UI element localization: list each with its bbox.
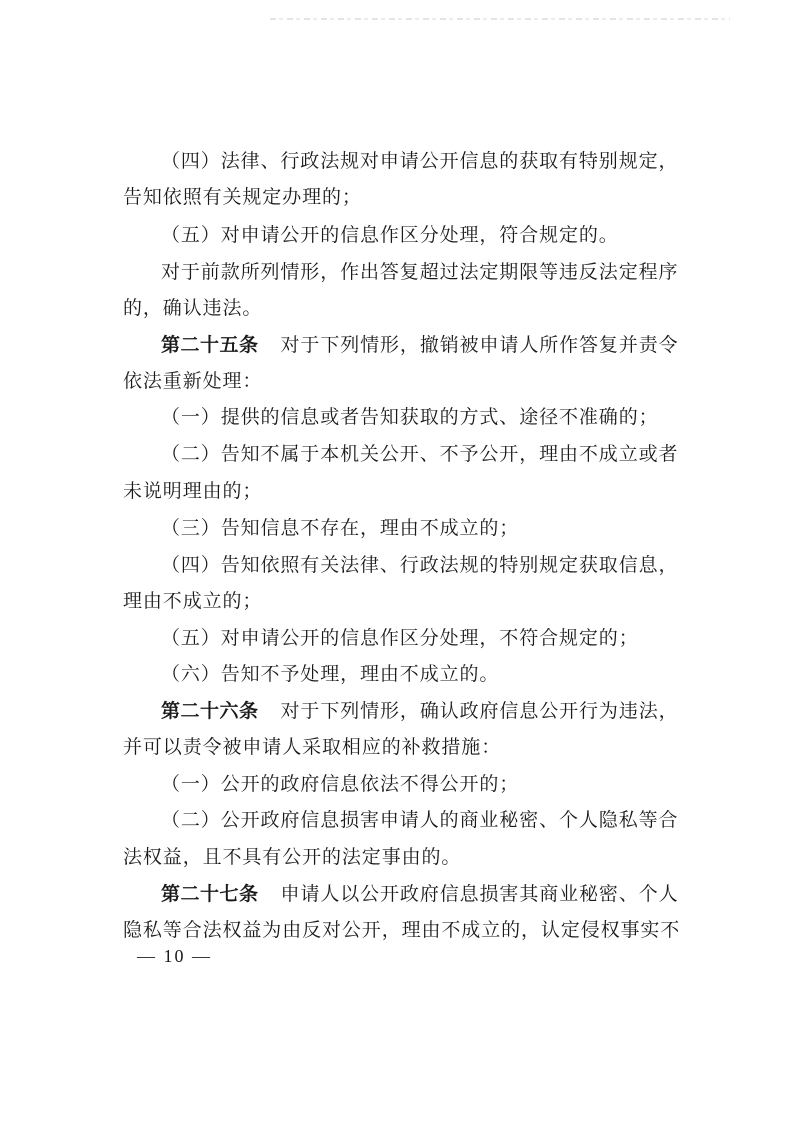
text-line: 法权益，且不具有公开的法定事由的。 xyxy=(123,846,462,868)
text-line: （二）告知不属于本机关公开、不予公开，理由不成立或者 xyxy=(161,443,679,465)
text-line: （一）提供的信息或者告知获取的方式、途径不准确的； xyxy=(161,406,659,428)
text-line: （一）公开的政府信息依法不得公开的； xyxy=(161,773,520,795)
article-text: 申请人以公开政府信息损害其商业秘密、个人 xyxy=(280,883,679,905)
text-line: 并可以责令被申请人采取相应的补救措施： xyxy=(123,736,502,758)
article-27-line xyxy=(161,876,679,912)
text-line: （三）告知信息不存在，理由不成立的； xyxy=(161,517,520,539)
text-line: （五）对申请公开的信息作区分处理，符合规定的。 xyxy=(161,224,619,246)
text-line: （五）对申请公开的信息作区分处理，不符合规定的； xyxy=(161,627,639,649)
article-text: 对于下列情形，撤销被申请人所作答复并责令 xyxy=(280,334,679,356)
text-line: 未说明理由的； xyxy=(123,480,263,502)
text-line: 的，确认违法。 xyxy=(123,297,263,319)
text-line: 依法重新处理： xyxy=(123,370,263,392)
text-line: 隐私等合法权益为由反对公开，理由不成立的，认定侵权事实不 xyxy=(123,919,681,941)
text-line: （四）告知依照有关法律、行政法规的特别规定获取信息， xyxy=(161,554,679,576)
text-line: （六）告知不予处理，理由不成立的。 xyxy=(161,663,500,685)
article-heading: 第二十六条 xyxy=(161,700,259,722)
article-25-line xyxy=(161,327,679,363)
page-number: — 10 — xyxy=(137,946,212,966)
text-line: 告知依照有关规定办理的； xyxy=(123,186,362,208)
article-heading: 第二十七条 xyxy=(161,883,259,905)
text-line: （二）公开政府信息损害申请人的商业秘密、个人隐私等合 xyxy=(161,809,679,831)
text-line: 对于前款所列情形，作出答复超过法定期限等违反法定程序 xyxy=(161,261,679,283)
article-text: 对于下列情形，确认政府信息公开行为违法， xyxy=(280,700,679,722)
text-line: 理由不成立的； xyxy=(123,590,263,612)
article-heading: 第二十五条 xyxy=(161,334,259,356)
text-line: （四）法律、行政法规对申请公开信息的获取有特别规定， xyxy=(161,150,679,172)
article-26-line xyxy=(161,693,679,729)
